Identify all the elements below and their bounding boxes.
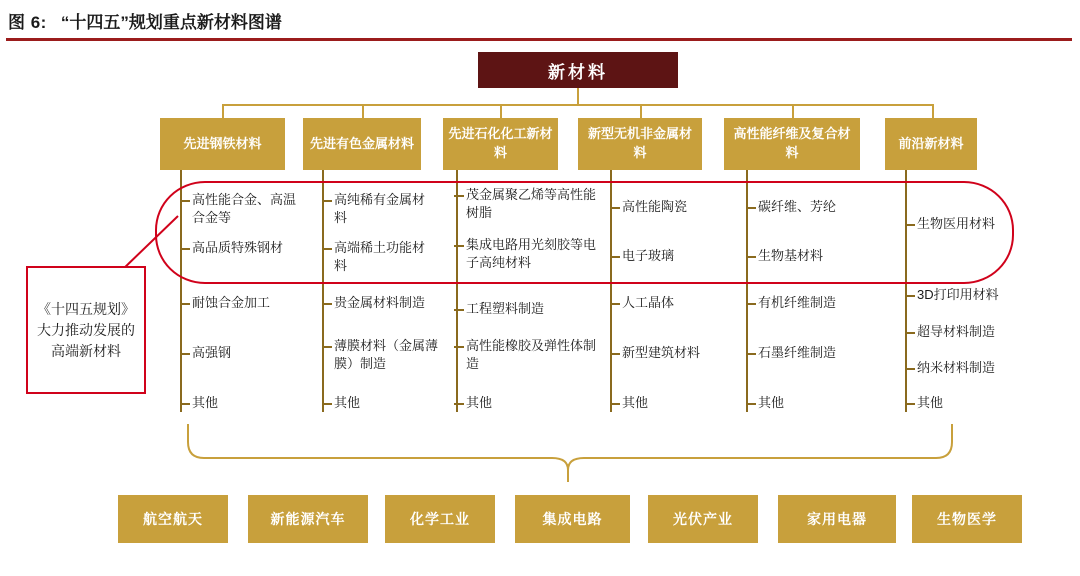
- leaf-label: 高性能合金、高温合金等: [192, 192, 297, 225]
- category-box-2[interactable]: 先进有色金属材料: [303, 118, 421, 170]
- leaf-tick: [454, 346, 464, 348]
- leaf-5-2: [758, 247, 883, 265]
- leaf-label: 其他: [758, 395, 785, 410]
- leaf-tick: [610, 403, 620, 405]
- leaf-tick: [746, 303, 756, 305]
- leaf-tick: [746, 207, 756, 209]
- leaf-tick: [746, 353, 756, 355]
- leaf-5-1: [758, 198, 883, 216]
- application-box-2[interactable]: 新能源汽车: [248, 495, 368, 543]
- leaf-tick: [180, 248, 190, 250]
- leaf-1-5: [192, 394, 297, 412]
- leaf-label: 生物基材料: [758, 248, 824, 263]
- category-box-3[interactable]: 先进石化化工新材料: [443, 118, 558, 170]
- leaf-1-4: [192, 344, 297, 362]
- leaf-6-4: [917, 359, 1032, 377]
- application-box-5[interactable]: 光伏产业: [648, 495, 758, 543]
- leaf-tick: [746, 256, 756, 258]
- leaf-3-4: [466, 337, 596, 372]
- callout-connector: [120, 214, 180, 274]
- leaf-tick: [322, 200, 332, 202]
- leaf-tick: [610, 256, 620, 258]
- leaf-label: 耐蚀合金加工: [192, 295, 271, 310]
- leaf-tick: [322, 248, 332, 250]
- leaf-6-3: [917, 323, 1032, 341]
- leaf-tick: [322, 303, 332, 305]
- leaf-label: 高性能陶瓷: [622, 199, 688, 214]
- leaf-label: 电子玻璃: [622, 248, 675, 263]
- rail-1: [180, 170, 182, 412]
- leaf-tick: [454, 245, 464, 247]
- leaf-tick: [905, 403, 915, 405]
- rail-3: [456, 170, 458, 412]
- leaf-label: 集成电路用光刻胶等电子高纯材料: [466, 237, 597, 270]
- category-box-6[interactable]: 前沿新材料: [885, 118, 977, 170]
- leaf-label: 其他: [622, 395, 649, 410]
- leaf-1-2: [192, 239, 297, 257]
- leaf-tick: [905, 368, 915, 370]
- leaf-3-1: [466, 186, 596, 221]
- leaf-tick: [746, 403, 756, 405]
- category-box-4[interactable]: 新型无机非金属材料: [578, 118, 702, 170]
- application-box-7[interactable]: 生物医学: [912, 495, 1022, 543]
- leaf-4-4: [622, 344, 734, 362]
- leaf-label: 人工晶体: [622, 295, 675, 310]
- leaf-2-3: [334, 294, 434, 312]
- leaf-1-3: [192, 294, 297, 312]
- leaf-4-5: [622, 394, 734, 412]
- leaf-5-4: [758, 344, 883, 362]
- leaf-tick: [180, 303, 190, 305]
- leaf-tick: [180, 403, 190, 405]
- figure-label: 图 6:: [8, 12, 47, 32]
- leaf-tick: [905, 224, 915, 226]
- leaf-label: 有机纤维制造: [758, 295, 837, 310]
- leaf-2-2: [334, 239, 434, 274]
- leaf-label: 高性能橡胶及弹性体制造: [466, 338, 597, 371]
- leaf-tick: [454, 195, 464, 197]
- leaf-tick: [610, 353, 620, 355]
- leaf-tick: [454, 309, 464, 311]
- leaf-label: 工程塑料制造: [466, 301, 545, 316]
- leaf-label: 新型建筑材料: [622, 345, 701, 360]
- leaf-2-5: [334, 394, 434, 412]
- leaf-label: 碳纤维、芳纶: [758, 199, 837, 214]
- leaf-label: 3D打印用材料: [917, 287, 999, 302]
- leaf-label: 其他: [466, 395, 493, 410]
- leaf-label: 高纯稀有金属材料: [334, 192, 426, 225]
- leaf-2-1: [334, 191, 434, 226]
- leaf-label: 薄膜材料（金属薄膜）制造: [334, 338, 439, 371]
- leaf-label: 纳米材料制造: [917, 360, 996, 375]
- leaf-5-5: [758, 394, 883, 412]
- application-box-1[interactable]: 航空航天: [118, 495, 228, 543]
- leaf-label: 高端稀土功能材料: [334, 240, 426, 273]
- application-box-3[interactable]: 化学工业: [385, 495, 495, 543]
- leaf-5-3: [758, 294, 883, 312]
- leaf-label: 高品质特殊钢材: [192, 240, 284, 255]
- leaf-tick: [454, 403, 464, 405]
- leaf-label: 其他: [917, 395, 944, 410]
- leaf-label: 超导材料制造: [917, 324, 996, 339]
- leaf-label: 贵金属材料制造: [334, 295, 426, 310]
- leaf-2-4: [334, 337, 442, 372]
- leaf-4-2: [622, 247, 734, 265]
- connector-root-stem: [577, 88, 579, 104]
- leaf-label: 其他: [192, 395, 219, 410]
- leaf-label: 其他: [334, 395, 361, 410]
- leaf-6-5: [917, 394, 1032, 412]
- application-box-4[interactable]: 集成电路: [515, 495, 630, 543]
- leaf-label: 高强钢: [192, 345, 232, 360]
- leaf-tick: [905, 332, 915, 334]
- leaf-tick: [322, 346, 332, 348]
- leaf-tick: [180, 353, 190, 355]
- connector-spine: [222, 104, 934, 106]
- leaf-3-2: [466, 236, 596, 271]
- leaf-4-3: [622, 294, 734, 312]
- category-box-5[interactable]: 高性能纤维及复合材料: [724, 118, 860, 170]
- leaf-3-5: [466, 394, 596, 412]
- application-box-6[interactable]: 家用电器: [778, 495, 896, 543]
- leaf-6-2: [917, 286, 1032, 304]
- figure-header: [0, 0, 1080, 40]
- leaf-label: 石墨纤维制造: [758, 345, 837, 360]
- leaf-label: 茂金属聚乙烯等高性能树脂: [466, 187, 597, 220]
- leaf-4-1: [622, 198, 734, 216]
- leaf-tick: [905, 295, 915, 297]
- leaf-6-1: [917, 215, 1025, 233]
- page-title: “十四五”规划重点新材料图谱: [60, 12, 282, 32]
- root-node: 新材料: [478, 52, 678, 88]
- leaf-tick: [180, 200, 190, 202]
- leaf-3-3: [466, 300, 596, 318]
- rail-6: [905, 170, 907, 412]
- header-divider: [6, 38, 1072, 41]
- rail-2: [322, 170, 324, 412]
- bottom-bracket: [186, 424, 954, 486]
- leaf-tick: [610, 303, 620, 305]
- leaf-tick: [322, 403, 332, 405]
- callout-box: 《十四五规划》大力推动发展的高端新材料: [26, 266, 146, 394]
- leaf-1-1: [192, 191, 297, 226]
- leaf-tick: [610, 207, 620, 209]
- leaf-label: 生物医用材料: [917, 216, 996, 231]
- category-box-1[interactable]: 先进钢铁材料: [160, 118, 285, 170]
